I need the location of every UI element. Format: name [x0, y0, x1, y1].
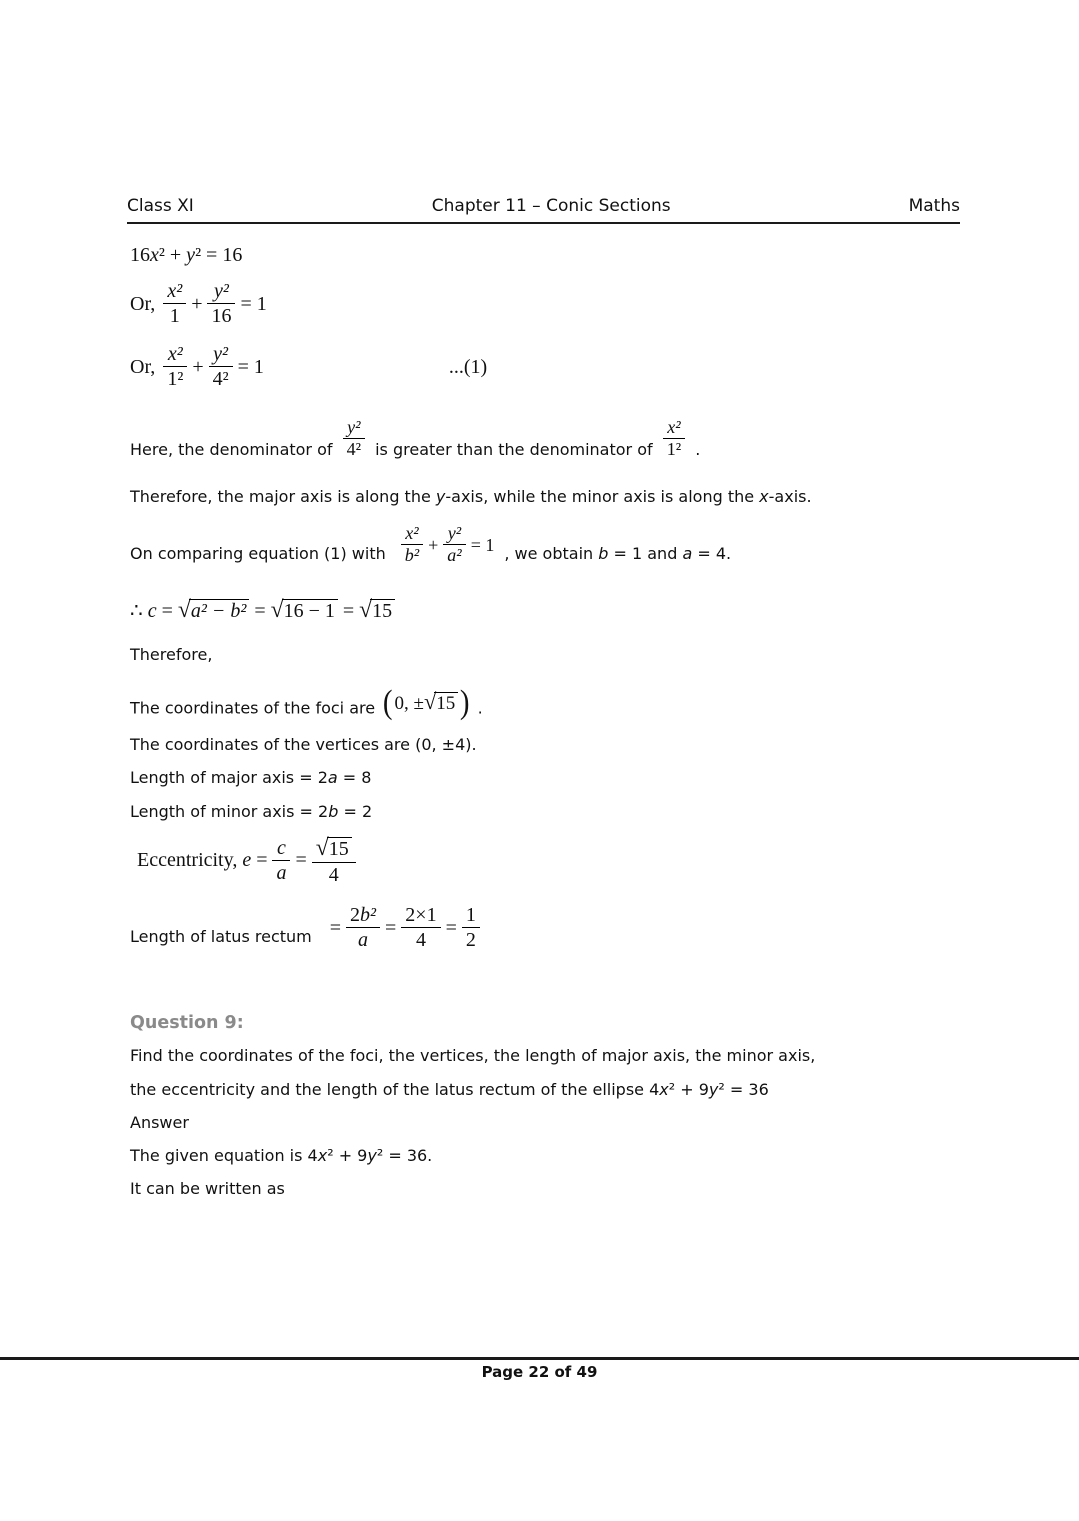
- paragraph-foci: The coordinates of the foci are ( 0, ±√15 ) .: [130, 684, 483, 721]
- question-9-heading: Question 9:: [130, 1013, 244, 1033]
- equation-standard-form: $\frac{\text{x²}}{\text{b²}}$ + $\frac{\text{y²}}{\text{a²}}$ = 1: [396, 524, 495, 566]
- equation-16x2-plus-y2: 16x² + y² = 16: [130, 244, 243, 266]
- fraction-x2-over-b2: $\frac{\text{x²}}{\text{b²}}$: [401, 524, 423, 566]
- fraction-2x1-over-4: $\frac{2\times 1}{4}$: [401, 905, 440, 951]
- header-class-label: Class XI: [127, 196, 194, 216]
- equation-or-2: Or, $\frac{\text{x²}}{\text{1²}}$ + $\frac{\text{y²}}{\text{4²}}$ = 1 ...(1): [130, 343, 488, 390]
- sqrt-15: √15: [316, 838, 352, 860]
- page-number: Page 22 of 49: [481, 1363, 598, 1381]
- paragraph-denominator: Here, the denominator of $\frac{\text{y²}}{\text{4²}}$ is greater than the denominator of $\frac{\text{x²}}{\text{1²}}$ .: [130, 417, 701, 459]
- question-9-line-1: Find the coordinates of the foci, the vertices, the length of major axis, the minor axis,: [130, 1046, 816, 1065]
- sqrt-15: √15: [359, 600, 395, 622]
- answer-label: Answer: [130, 1113, 189, 1132]
- fraction-x2-over-1sq: $\frac{\text{x²}}{\text{1²}}$: [163, 344, 187, 390]
- written-as-line: It can be written as: [130, 1179, 285, 1198]
- paragraph-major-axis: Length of major axis = 2a = 8: [130, 768, 372, 787]
- fraction-2b2-over-a: $\frac{\text{2b²}}{a}$: [346, 905, 380, 951]
- paragraph-axis: Therefore, the major axis is along the y-axis, while the minor axis is along the x-axis.: [130, 487, 812, 506]
- sqrt-a2-minus-b2: √a² − b²: [178, 600, 249, 622]
- or-label: Or,: [130, 292, 156, 315]
- fraction-y2-over-a2: $\frac{\text{y²}}{\text{a²}}$: [443, 524, 465, 566]
- equation-c-value: ∴ c = √a² − b² = √16 − 1 = √15: [130, 597, 395, 624]
- footer-divider: [0, 1357, 1079, 1360]
- foci-coordinates: ( 0, ±√15 ): [383, 684, 470, 721]
- equation-or-1: Or, $\frac{\text{x²}}{1}$ + $\frac{\text{y²}}{16}$ = 1: [130, 280, 267, 327]
- paragraph-compare: On comparing equation (1) with $\frac{\text{x²}}{\text{b²}}$ + $\frac{\text{y²}}{\text{a²}}$ = 1 , we obtain b = 1 and a = 4.: [130, 523, 732, 565]
- sqrt-15: √15: [424, 693, 458, 714]
- paragraph-latus-rectum: Length of latus rectum = $\frac{\text{2b²}}{a}$ = $\frac{2\times 1}{4}$ = $\frac{1}{2}$: [130, 905, 485, 951]
- compare-conclusion: , we obtain b = 1 and a = 4.: [504, 543, 732, 563]
- fraction-y2-over-16: $\frac{\text{y²}}{16}$: [207, 281, 235, 327]
- paragraph-therefore: Therefore,: [130, 645, 213, 664]
- sqrt-16-minus-1: √16 − 1: [271, 600, 338, 622]
- given-equation-line: The given equation is 4x² + 9y² = 36.: [130, 1146, 433, 1165]
- fraction-1-over-2: $\frac{1}{2}$: [462, 905, 480, 951]
- fraction-x2-over-1sq: $\frac{\text{x²}}{\text{1²}}$: [663, 418, 685, 460]
- fraction-sqrt15-over-4: $\frac{√15}{4}$: [312, 836, 356, 886]
- page-header: [127, 196, 960, 224]
- fraction-y2-over-4sq: $\frac{\text{y²}}{\text{4²}}$: [343, 418, 365, 460]
- header-subject-label: Maths: [908, 196, 960, 216]
- equation-eccentricity: Eccentricity, e = $\frac{c}{a}$ = $\frac{√15}{4}$: [137, 836, 361, 886]
- fraction-y2-over-4sq: $\frac{\text{y²}}{\text{4²}}$: [209, 344, 233, 390]
- fraction-c-over-a: $\frac{c}{a}$: [272, 838, 290, 884]
- question-9-line-2: the eccentricity and the length of the latus rectum of the ellipse 4x² + 9y² = 36: [130, 1080, 769, 1099]
- equation-number-tag: ...(1): [448, 355, 488, 378]
- header-chapter-title: Chapter 11 – Conic Sections: [431, 196, 671, 216]
- equation-latus-rectum: = $\frac{\text{2b²}}{a}$ = $\frac{2\times 1}{4}$ = $\frac{1}{2}$: [330, 905, 485, 951]
- paragraph-vertices: The coordinates of the vertices are (0, ±4).: [130, 735, 477, 754]
- or-label: Or,: [130, 355, 156, 378]
- fraction-x2-over-1: $\frac{\text{x²}}{1}$: [163, 281, 186, 327]
- paragraph-minor-axis: Length of minor axis = 2b = 2: [130, 802, 373, 821]
